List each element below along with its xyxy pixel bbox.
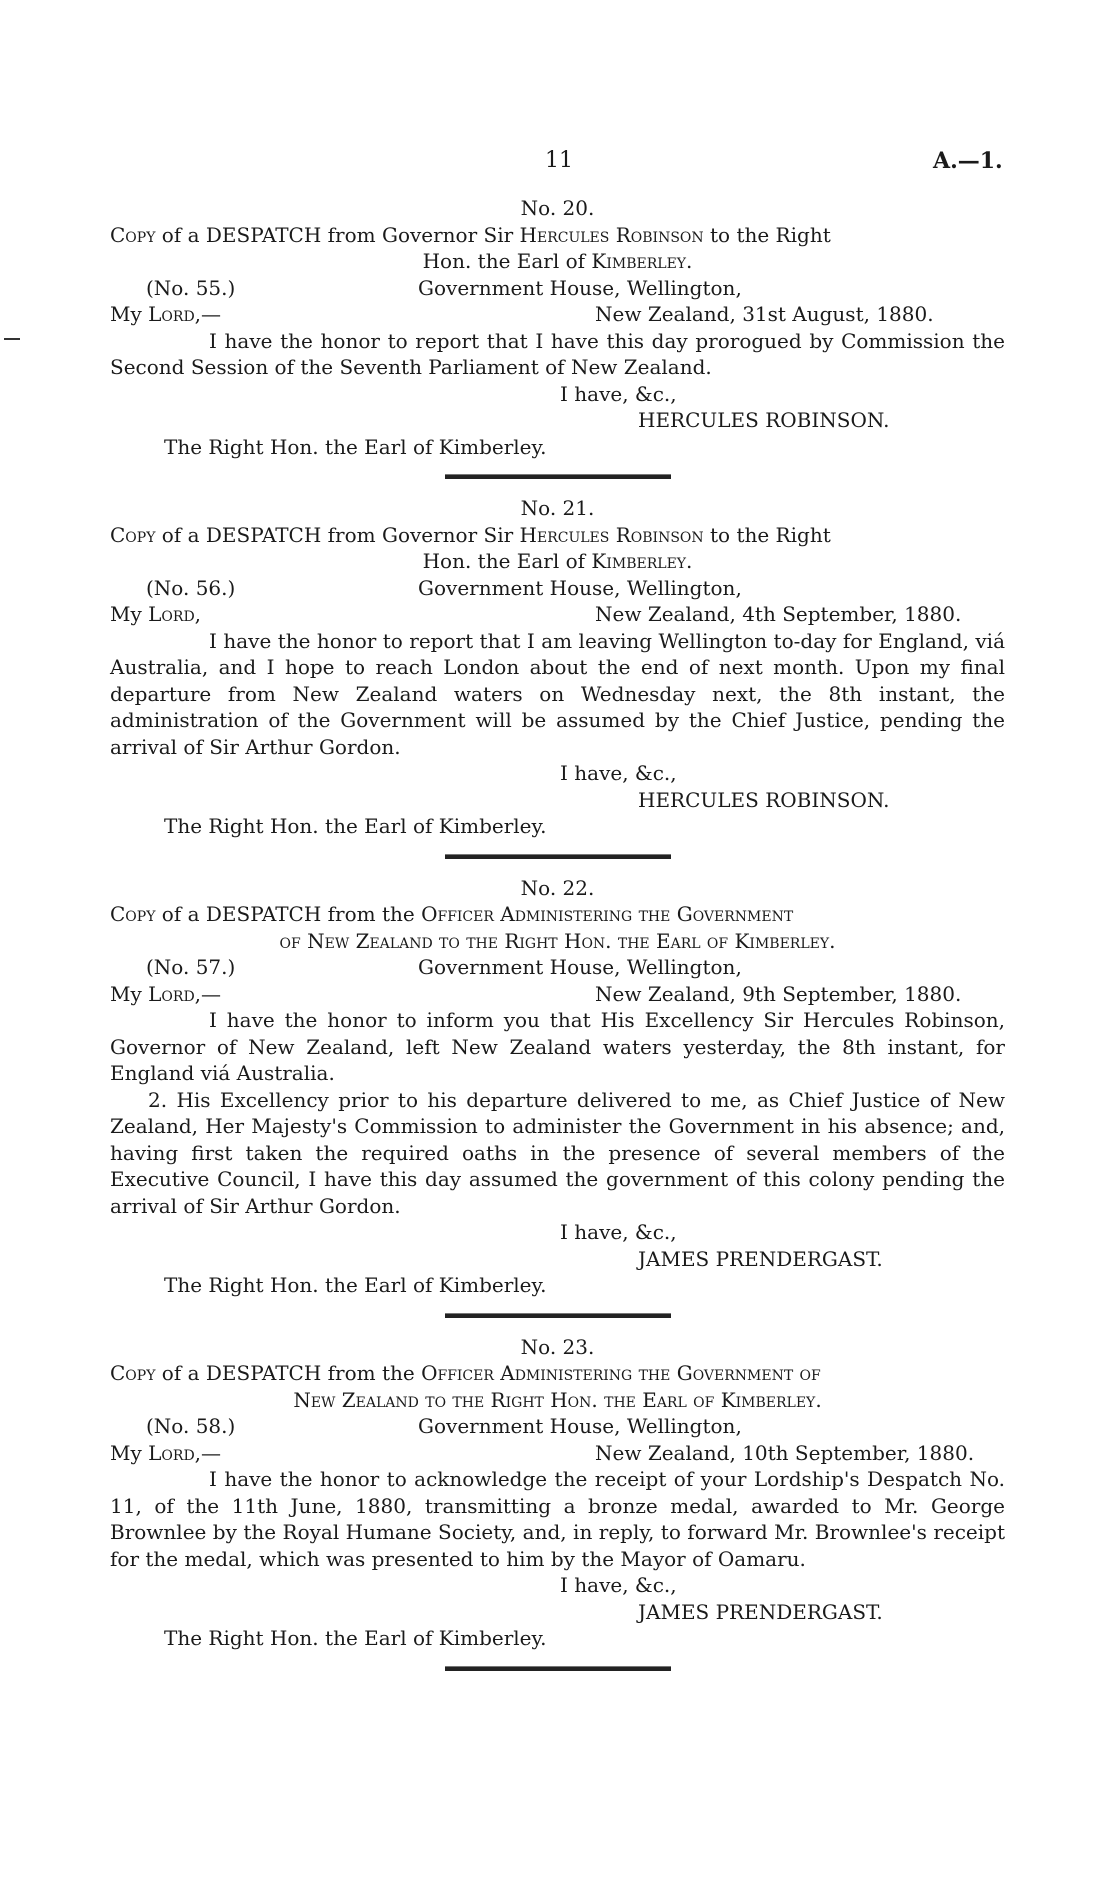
despatch-salutation: My Lord,— New Zealand, 31st August, 1880. xyxy=(110,301,1005,328)
paragraph: I have the honor to report that I have this day prorogued by Commission the Second Session of the Seventh Parliament of New Zealand. xyxy=(110,328,1005,379)
despatch-date: New Zealand, 10th September, 1880. xyxy=(595,1440,975,1465)
despatch-23 xyxy=(110,1334,1005,1652)
signature: HERCULES ROBINSON. xyxy=(638,408,890,432)
addressee: The Right Hon. the Earl of Kimberley. xyxy=(164,434,547,459)
closing: I have, &c., xyxy=(560,1220,677,1244)
despatch-date: New Zealand, 9th September, 1880. xyxy=(595,981,962,1006)
signature: HERCULES ROBINSON. xyxy=(638,787,890,812)
closing: I have, &c., xyxy=(560,761,677,785)
despatch-list xyxy=(110,195,1005,1687)
despatch-22 xyxy=(110,875,1005,1299)
signature: JAMES PRENDERGAST. xyxy=(638,1246,883,1271)
paragraph: I have the honor to inform you that His Excellency Sir Hercules Robinson, Governor of New Zealand, left New Zealand waters yesterday, the 8th instant, for England viá Australia. xyxy=(110,1008,1005,1085)
despatch-number: No. 21. xyxy=(520,496,595,520)
closing: I have, &c., xyxy=(560,381,677,406)
despatch-date: New Zealand, 4th September, 1880. xyxy=(595,602,962,626)
margin-mark xyxy=(4,338,20,340)
despatch-body xyxy=(110,628,1005,761)
document-reference: A.—1. xyxy=(933,148,1003,174)
despatch-title: Copy of a DESPATCH from the Officer Administering the Government of New Zealand to the Right Hon. the Earl of Kimberley. xyxy=(110,902,836,953)
despatch-address: (No. 57.) Government House, Wellington, xyxy=(146,955,742,979)
despatch-20 xyxy=(110,195,1005,460)
page-number: 11 xyxy=(545,148,573,173)
paragraph: I have the honor to report that I am leaving Wellington to-day for England, viá Australia, and I hope to reach London about the end of next month. Upon my final departure from New Zealand waters on Wednesday next, the 8th instant, the administration of the Government will be assumed by the Chief Justice, pending the arrival of Sir Arthur Gordon. xyxy=(110,628,1005,759)
despatch-number: No. 22. xyxy=(520,875,595,900)
section-divider xyxy=(445,854,671,859)
despatch-title: Copy of a DESPATCH from Governor Sir Hercules Robinson to the Right Hon. the Earl of Kimberley. xyxy=(110,222,831,273)
paragraph: 2. His Excellency prior to his departure delivered to me, as Chief Justice of New Zealand, Her Majesty's Commission to administer the Government in his absence; and, having first taken the required oaths in the presence of several members of the Executive Council, I have this day assumed the government of this colony pending the arrival of Sir Arthur Gordon. xyxy=(110,1087,1005,1218)
despatch-address: (No. 55.) Government House, Wellington, xyxy=(146,275,742,300)
despatch-address: (No. 56.) Government House, Wellington, xyxy=(146,575,742,600)
addressee: The Right Hon. the Earl of Kimberley. xyxy=(164,814,547,838)
section-divider xyxy=(445,474,671,479)
closing: I have, &c., xyxy=(560,1573,677,1597)
despatch-number: No. 23. xyxy=(520,1334,595,1359)
paragraph: I have the honor to acknowledge the receipt of your Lordship's Despatch No. 11, of the 11th June, 1880, transmitting a bronze medal, awarded to Mr. George Brownlee by the Royal Humane Society, and, in reply, to forward Mr. Brownlee's receipt for the medal, which was presented to him by the Mayor of Oamaru. xyxy=(110,1467,1005,1571)
signature: JAMES PRENDERGAST. xyxy=(638,1599,883,1624)
despatch-title: Copy of a DESPATCH from Governor Sir Hercules Robinson to the Right Hon. the Earl of Kimberley. xyxy=(110,522,831,573)
addressee: The Right Hon. the Earl of Kimberley. xyxy=(164,1273,547,1297)
despatch-body xyxy=(110,1466,1005,1572)
despatch-body xyxy=(110,1007,1005,1219)
despatch-21 xyxy=(110,495,1005,840)
page-header xyxy=(0,148,1114,178)
despatch-address: (No. 58.) Government House, Wellington, xyxy=(146,1414,742,1438)
despatch-salutation: My Lord,— New Zealand, 9th September, 1880. xyxy=(110,981,1005,1008)
section-divider xyxy=(445,1313,671,1318)
despatch-body xyxy=(110,328,1005,381)
despatch-title: Copy of a DESPATCH from the Officer Administering the Government of New Zealand to the Right Hon. the Earl of Kimberley. xyxy=(110,1361,822,1412)
despatch-number: No. 20. xyxy=(520,196,595,220)
despatch-date: New Zealand, 31st August, 1880. xyxy=(595,302,934,326)
despatch-salutation: My Lord,— New Zealand, 10th September, 1880. xyxy=(110,1440,1005,1467)
despatch-salutation: My Lord, New Zealand, 4th September, 1880. xyxy=(110,601,1005,628)
section-divider xyxy=(445,1666,671,1671)
addressee: The Right Hon. the Earl of Kimberley. xyxy=(164,1626,547,1650)
